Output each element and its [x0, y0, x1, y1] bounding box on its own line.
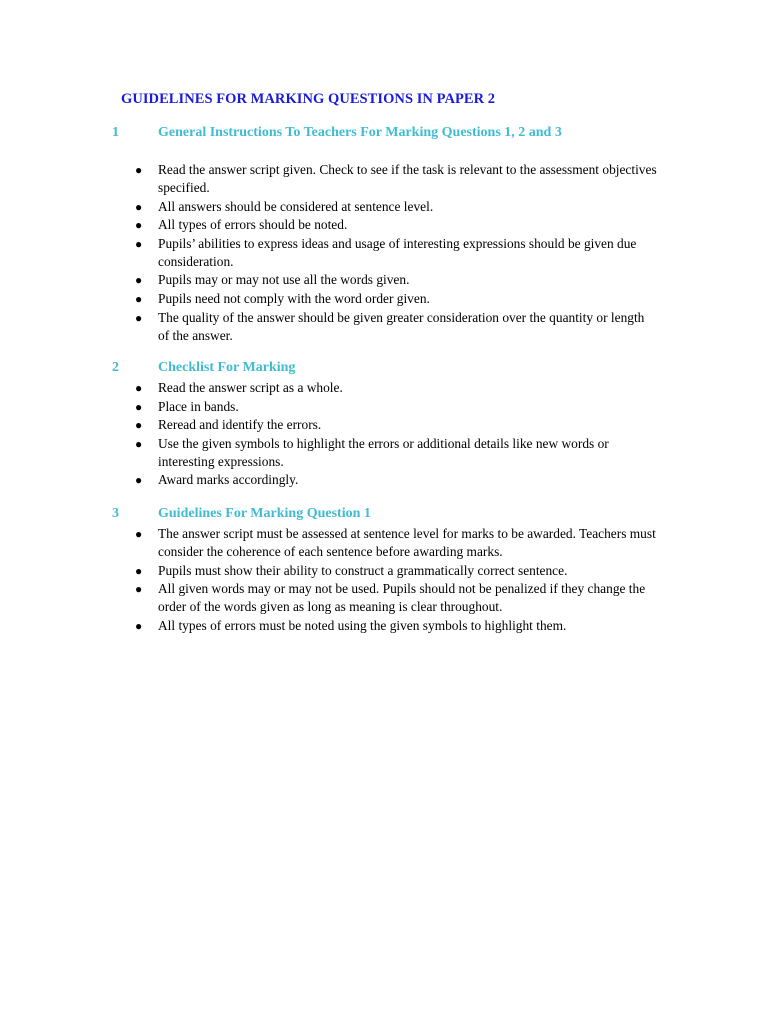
bullet-list [0, 379, 768, 489]
list-item-text: All types of errors should be noted. [158, 217, 348, 233]
bullet-dot-icon: ● [135, 199, 143, 214]
list-item-text: Place in bands. [158, 398, 239, 414]
list-item-text: Pupils must show their ability to construct a grammatically correct sentence. [158, 562, 568, 578]
list-item-text: Read the answer script as a whole. [158, 380, 343, 395]
section-number: 3 [112, 506, 119, 521]
bullet-dot-icon: ● [135, 436, 143, 451]
bullet-dot-icon: ● [135, 236, 143, 251]
list-item [0, 235, 658, 271]
list-item-text: All answers should be considered at sentence level. [158, 198, 434, 214]
list-item [0, 435, 658, 471]
list-item [0, 471, 658, 489]
bullet-dot-icon: ● [135, 218, 143, 233]
section-number: 2 [112, 360, 119, 375]
section-heading: Guidelines For Marking Question 1 [158, 506, 371, 521]
bullet-list [0, 161, 768, 345]
list-item-text: Use the given symbols to highlight the errors or additional details like new words or interesting expressions. [158, 435, 609, 469]
bullet-dot-icon: ● [135, 291, 143, 306]
section-header [0, 360, 768, 378]
list-item-text: Reread and identify the errors. [158, 417, 322, 433]
list-item-text: Pupils need not comply with the word order given. [158, 290, 430, 306]
section-header [0, 125, 768, 143]
list-item [0, 309, 658, 345]
bullet-dot-icon: ● [135, 618, 143, 633]
bullet-list [0, 525, 768, 635]
bullet-dot-icon: ● [135, 563, 143, 578]
list-item [0, 525, 658, 561]
list-item [0, 161, 658, 197]
list-item [0, 379, 658, 397]
bullet-dot-icon: ● [135, 381, 143, 395]
list-item [0, 198, 658, 216]
list-item [0, 617, 658, 635]
section-general-instructions [0, 125, 768, 345]
list-item [0, 580, 658, 616]
section-guidelines-question-1 [0, 506, 768, 635]
bullet-dot-icon: ● [135, 582, 143, 597]
list-item [0, 290, 658, 308]
bullet-dot-icon: ● [135, 527, 143, 541]
list-item [0, 398, 658, 416]
bullet-dot-icon: ● [135, 310, 143, 325]
list-item-text: Pupils’ abilities to express ideas and usage of interesting expressions should be given due consideration. [158, 235, 637, 269]
list-item-text: Pupils may or may not use all the words given. [158, 272, 410, 288]
bullet-dot-icon: ● [135, 273, 143, 288]
list-item [0, 416, 658, 434]
document-title: GUIDELINES FOR MARKING QUESTIONS IN PAPER 2 [121, 91, 496, 107]
section-heading: General Instructions To Teachers For Marking Questions 1, 2 and 3 [158, 125, 562, 140]
list-item-text: All given words may or may not be used. Pupils should not be penalized if they change the order of the words given as long as meaning is clear throughout. [158, 581, 646, 615]
section-checklist-for-marking [0, 360, 768, 490]
list-item [0, 562, 658, 580]
section-heading: Checklist For Marking [158, 360, 296, 375]
section-header [0, 506, 768, 524]
list-item [0, 271, 658, 289]
bullet-dot-icon: ● [135, 473, 143, 488]
list-item-text: The quality of the answer should be given greater consideration over the quantity or length of the answer. [158, 309, 645, 343]
bullet-dot-icon: ● [135, 418, 143, 433]
list-item [0, 216, 658, 234]
bullet-dot-icon: ● [135, 399, 143, 414]
bullet-dot-icon: ● [135, 163, 143, 177]
section-number: 1 [112, 125, 119, 140]
list-item-text: The answer script must be assessed at sentence level for marks to be awarded. Teachers must consider the coherence of each sentence before awarding marks. [158, 526, 656, 559]
list-item-text: All types of errors must be noted using the given symbols to highlight them. [158, 617, 567, 633]
list-item-text: Award marks accordingly. [158, 472, 299, 488]
list-item-text: Read the answer script given. Check to see if the task is relevant to the assessment objectives specified. [158, 162, 657, 195]
